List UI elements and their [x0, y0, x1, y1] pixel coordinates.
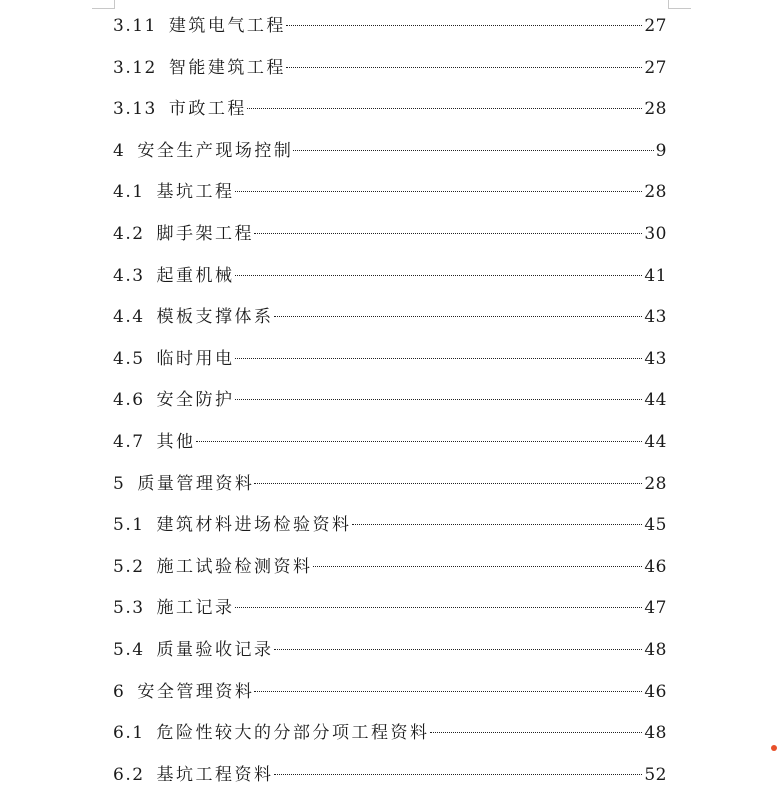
toc-dot-leader [247, 108, 643, 109]
toc-entry-title: 其他 [156, 431, 196, 452]
toc-entry-page-number: 41 [644, 265, 667, 286]
toc-entry-title: 建筑电气工程 [168, 16, 286, 36]
toc-entry-number: 5 [113, 473, 126, 494]
toc-entry-page-number: 45 [644, 515, 667, 536]
margin-corner-mark-left [92, 0, 115, 9]
toc-entry-page-number: 28 [644, 99, 667, 120]
toc-entry[interactable] [113, 755, 667, 796]
toc-entry-title: 基坑工程 [156, 182, 235, 203]
toc-entry[interactable] [113, 505, 667, 547]
toc-entry-title: 建筑材料进场检验资料 [156, 515, 352, 536]
toc-entry-title: 质量验收记录 [156, 639, 274, 660]
toc-dot-leader [430, 732, 643, 733]
toc-entry-title: 模板支撑体系 [156, 307, 274, 328]
toc-entry[interactable] [113, 89, 667, 131]
toc-dot-leader [286, 67, 643, 68]
toc-dot-leader [196, 441, 643, 442]
toc-entry[interactable] [113, 630, 667, 672]
toc-entry-page-number: 48 [644, 639, 667, 660]
toc-entry-title: 智能建筑工程 [168, 57, 286, 78]
toc-dot-leader [286, 25, 643, 26]
toc-entry-page-number: 28 [644, 473, 667, 494]
toc-entry[interactable] [113, 6, 667, 48]
toc-entry-number: 6.2 [113, 764, 145, 785]
toc-entry[interactable] [113, 588, 667, 630]
toc-entry-number: 4.6 [113, 390, 145, 411]
toc-entry[interactable] [113, 672, 667, 714]
toc-entry-title: 施工记录 [156, 598, 235, 619]
toc-entry-title: 安全管理资料 [137, 681, 255, 702]
toc-entry-number: 3.13 [113, 99, 157, 120]
toc-entry-page-number: 9 [655, 140, 667, 161]
toc-entry-page-number: 48 [644, 723, 667, 744]
toc-entry[interactable] [113, 214, 667, 256]
toc-dot-leader [293, 150, 653, 151]
toc-dot-leader [352, 524, 643, 525]
toc-entry-page-number: 43 [644, 307, 667, 328]
toc-entry-number: 4.4 [113, 307, 145, 328]
toc-entry-number: 5.1 [113, 515, 145, 536]
toc-entry-title: 安全生产现场控制 [137, 140, 294, 161]
toc-entry[interactable] [113, 48, 667, 90]
toc-entry-page-number: 47 [644, 598, 667, 619]
toc-entry-page-number: 44 [644, 431, 667, 452]
toc-entry[interactable] [113, 422, 667, 464]
toc-entry[interactable] [113, 256, 667, 298]
margin-corner-mark-right [668, 0, 691, 9]
toc-dot-leader [254, 233, 642, 234]
toc-entry-number: 4.3 [113, 265, 145, 286]
toc-entry-title: 脚手架工程 [156, 223, 255, 244]
toc-dot-leader [274, 774, 643, 775]
toc-entry[interactable] [113, 339, 667, 381]
toc-entry-number: 4.7 [113, 431, 145, 452]
toc-entry-title: 安全防护 [156, 390, 235, 411]
toc-entry[interactable] [113, 380, 667, 422]
toc-entry-title: 质量管理资料 [137, 473, 255, 494]
edge-indicator-dot [771, 745, 777, 751]
toc-entry-title: 起重机械 [156, 265, 235, 286]
toc-entry-number: 4.5 [113, 348, 145, 369]
toc-entry-page-number: 27 [644, 57, 667, 78]
toc-entry-number: 3.11 [113, 16, 157, 36]
toc-entry-page-number: 27 [644, 16, 667, 36]
toc-entry[interactable] [113, 464, 667, 506]
toc-entry-page-number: 52 [644, 764, 667, 785]
toc-entry[interactable] [113, 131, 667, 173]
table-of-contents [113, 6, 667, 796]
toc-entry-page-number: 28 [644, 182, 667, 203]
toc-entry-page-number: 46 [644, 681, 667, 702]
toc-entry-number: 5.3 [113, 598, 145, 619]
toc-dot-leader [254, 483, 642, 484]
toc-entry-page-number: 44 [644, 390, 667, 411]
toc-dot-leader [235, 358, 643, 359]
toc-entry-number: 4.2 [113, 223, 145, 244]
toc-dot-leader [274, 649, 643, 650]
toc-entry-page-number: 46 [644, 556, 667, 577]
toc-entry-number: 5.4 [113, 639, 145, 660]
toc-dot-leader [235, 607, 643, 608]
toc-entry-number: 6.1 [113, 723, 145, 744]
toc-dot-leader [235, 191, 643, 192]
toc-entry-page-number: 30 [644, 223, 667, 244]
toc-entry-title: 临时用电 [156, 348, 235, 369]
toc-entry-title: 基坑工程资料 [156, 764, 274, 785]
toc-entry-number: 3.12 [113, 57, 157, 78]
toc-entry[interactable] [113, 172, 667, 214]
toc-dot-leader [254, 691, 642, 692]
toc-entry-page-number: 43 [644, 348, 667, 369]
toc-entry[interactable] [113, 297, 667, 339]
toc-dot-leader [274, 316, 643, 317]
toc-entry-number: 4.1 [113, 182, 145, 203]
toc-dot-leader [235, 275, 643, 276]
toc-entry[interactable] [113, 713, 667, 755]
toc-entry-number: 6 [113, 681, 126, 702]
toc-entry-number: 5.2 [113, 556, 145, 577]
toc-entry[interactable] [113, 547, 667, 589]
toc-dot-leader [313, 566, 643, 567]
toc-entry-title: 市政工程 [168, 99, 247, 120]
toc-dot-leader [235, 399, 643, 400]
toc-entry-title: 施工试验检测资料 [156, 556, 313, 577]
toc-entry-title: 危险性较大的分部分项工程资料 [156, 723, 430, 744]
toc-entry-number: 4 [113, 140, 126, 161]
